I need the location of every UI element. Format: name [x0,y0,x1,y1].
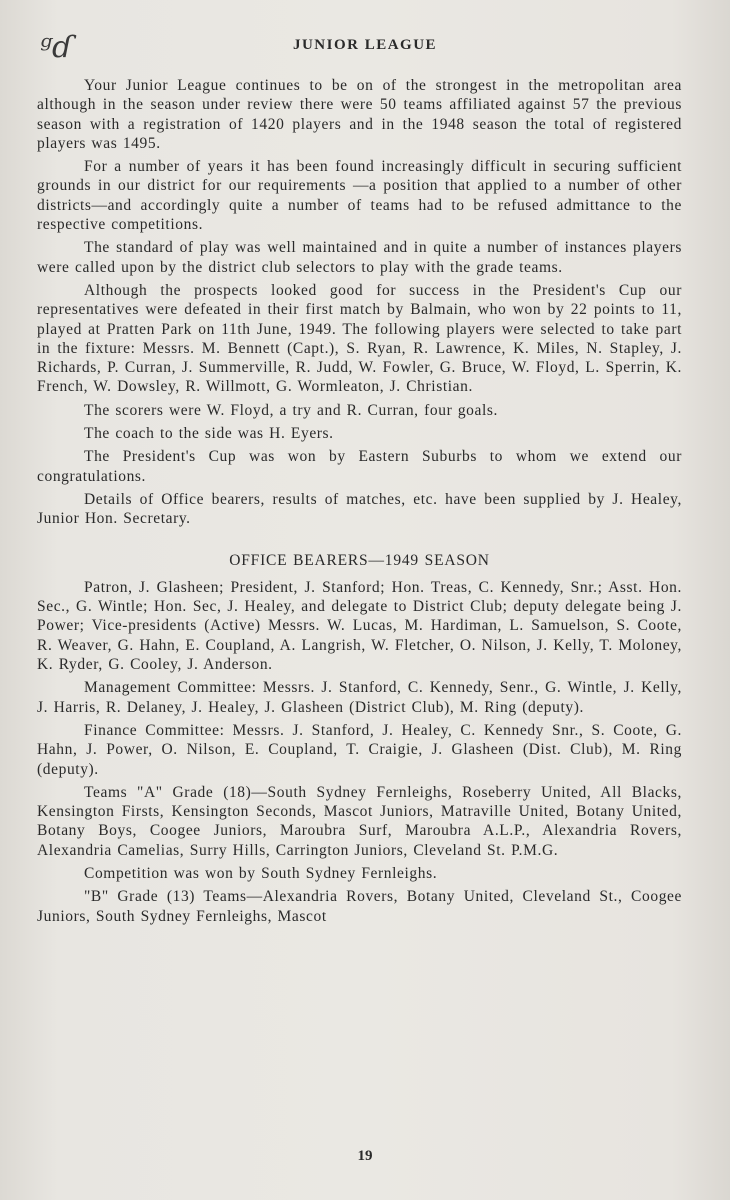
paragraph: The standard of play was well maintained and in quite a number of instances players were called upon by the district club selectors to play with the grade teams. [37,239,682,276]
paragraph: Teams "A" Grade (18)—South Sydney Fernleighs, Roseberry United, All Blacks, Kensington Firsts, Kensington Seconds, Mascot Juniors, Matraville United, Botany United, Botany Boys, Coogee Juniors, Maroubra Surf, Maroubra A.L.P., Alexandria Rovers, Alexandria Camelias, Surry Hills, Carrington Juniors, Cleveland St. P.M.G. [37,783,682,859]
section-title: OFFICE BEARERS—1949 SEASON [229,551,490,569]
paragraph: "B" Grade (13) Teams—Alexandria Rovers, Botany United, Cleveland St., Coogee Juniors, South Sydney Fernleighs, Mascot [37,888,682,925]
paragraph: The coach to the side was H. Eyers. [84,425,334,443]
paragraph: For a number of years it has been found increasingly difficult in securing sufficient grounds in our district for our requirements —a position that applied to a number of other districts—and accordingly quite a number of teams had to be refused admittance to the respective competitions. [37,158,682,234]
paragraph: Patron, J. Glasheen; President, J. Stanford; Hon. Treas, C. Kennedy, Snr.; Asst. Hon. Sec., G. Wintle; Hon. Sec, J. Healey, and delegate to District Club; deputy delegate being J. Power; Vice-presidents (Active) Messrs. W. Lucas, M. Hardiman, L. Samuelson, S. Coote, R. Weaver, G. Hahn, E. Coupland, A. Langrish, W. Fletcher, O. Nilson, J. Kelly, T. Moloney, K. Ryder, G. Cooley, J. Anderson. [37,578,682,674]
paragraph: Details of Office bearers, results of matches, etc. have been supplied by J. Healey, Junior Hon. Secretary. [37,490,682,528]
paragraph: The scorers were W. Floyd, a try and R. Curran, four goals. [84,401,499,419]
paragraph: Finance Committee: Messrs. J. Stanford, J. Healey, C. Kennedy Snr., S. Coote, G. Hahn, J. Power, O. Nilson, E. Coupland, T. Craigie, J. Glasheen (Dist. Club), M. Ring (deputy). [37,721,682,778]
paragraph: Although the prospects looked good for success in the President's Cup our representatives were defeated in their first match by Balmain, who won by 22 points to 11, played at Pratten Park on 11th June, 1949. The following players were selected to take part in the fixture: Messrs. M. Bennett (Capt.), S. Ryan, R. Lawrence, K. Miles, N. Stapley, J. Richards, P. Curran, J. Summerville, R. Judd, W. Fowler, G. Bruce, W. Floyd, L. Sperrin, K. French, W. Dowsley, R. Willmott, G. Wormleaton, J. Christian. [37,281,682,396]
article-body [37,76,682,930]
page-heading: JUNIOR LEAGUE [292,37,438,53]
paragraph: Competition was won by South Sydney Fernleighs. [84,864,438,882]
corner-handwritten-mark: ᵍɗ [40,30,73,65]
paragraph: Your Junior League continues to be on of the strongest in the metropolitan area although in the season under review there were 50 teams affiliated against 57 the previous season with a registration of 1420 players and in the 1948 season the total of registered players was 1495. [37,77,682,152]
paragraph: The President's Cup was won by Eastern Suburbs to whom we extend our congratulations. [37,448,682,485]
page-number: 19 [357,1148,373,1164]
paragraph: Management Committee: Messrs. J. Stanford, C. Kennedy, Senr., G. Wintle, J. Kelly, J. Harris, R. Delaney, J. Healey, J. Glasheen (District Club), M. Ring (deputy). [37,679,682,716]
